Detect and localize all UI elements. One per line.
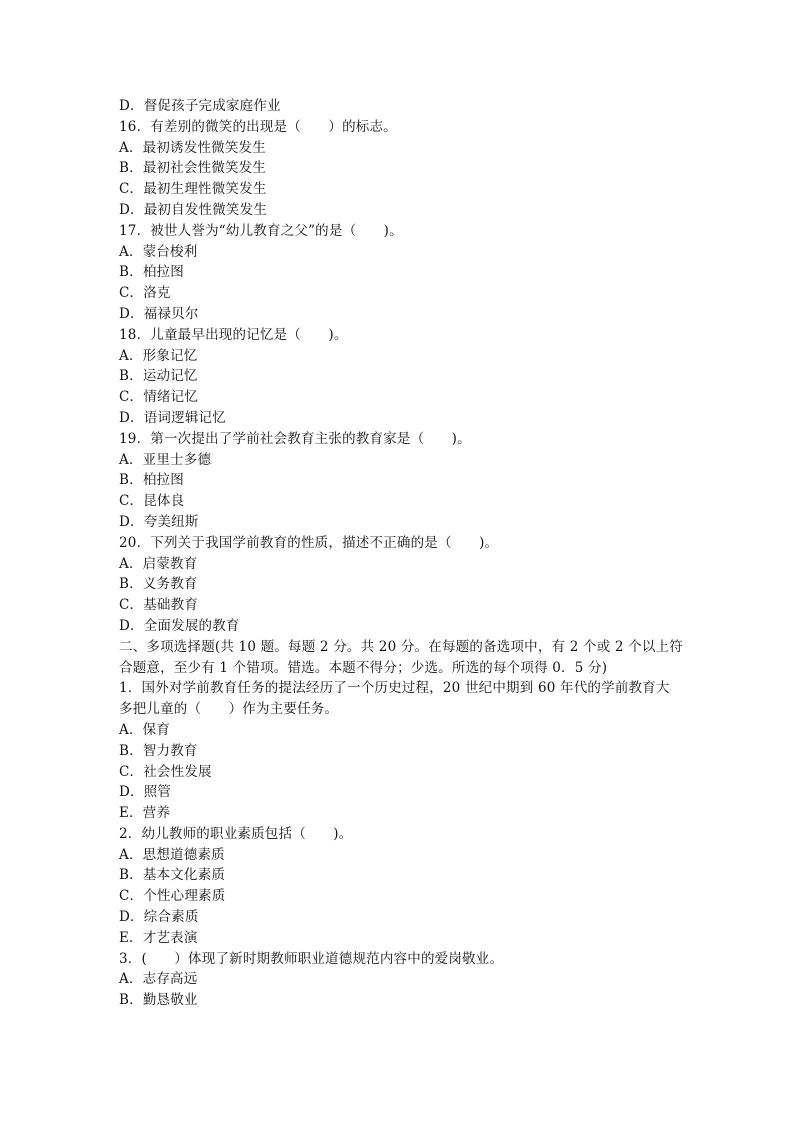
option-d: D．夸美纽斯 bbox=[119, 513, 199, 530]
option-b: B．智力教育 bbox=[119, 742, 198, 759]
option-c: C．最初生理性微笑发生 bbox=[119, 181, 267, 198]
option-b: B．基本文化素质 bbox=[119, 867, 226, 884]
option-c: C．情绪记忆 bbox=[119, 389, 199, 406]
question-1-cont: 多把儿童的（ ）作为主要任务。 bbox=[119, 701, 339, 718]
section-heading: 二、多项选择题(共 10 题。每题 2 分。共 20 分。在每题的备选项中，有 2 个或 2 个以上符 bbox=[119, 638, 684, 655]
question-16: 16．有差别的微笑的出现是（ ）的标志。 bbox=[119, 118, 397, 135]
question-1: 1．国外对学前教育任务的提法经历了一个历史过程，20 世纪中期到 60 年代的学前教育大 bbox=[119, 680, 670, 697]
option-b: B．运动记忆 bbox=[119, 368, 198, 385]
option-e: E．营养 bbox=[119, 805, 171, 822]
option-a: A．亚里士多德 bbox=[119, 451, 212, 468]
option-b: B．义务教育 bbox=[119, 576, 198, 593]
question-19: 19．第一次提出了学前社会教育主张的教育家是（ )。 bbox=[119, 430, 471, 447]
option-b: B．最初社会性微笑发生 bbox=[119, 160, 267, 177]
option-d: D．督促孩子完成家庭作业 bbox=[119, 98, 281, 114]
question-20: 20．下列关于我国学前教育的性质，描述不正确的是（ )。 bbox=[119, 534, 499, 551]
question-3: 3．( ）体现了新时期教师职业道德规范内容中的爱岗敬业。 bbox=[119, 950, 504, 967]
option-c: C．昆体良 bbox=[119, 493, 185, 510]
section-heading-cont: 合题意，至少有 1 个错项。错选。本题不得分；少选。所选的每个项得 0．5 分) bbox=[119, 659, 608, 676]
option-b: B．柏拉图 bbox=[119, 264, 184, 281]
option-d: D．语词逻辑记忆 bbox=[119, 409, 226, 426]
option-a: A．最初诱发性微笑发生 bbox=[119, 139, 266, 156]
option-c: C．基础教育 bbox=[119, 597, 199, 614]
document-page bbox=[119, 96, 684, 1011]
option-e: E．才艺表演 bbox=[119, 929, 198, 946]
question-17: 17．被世人誉为“幼儿教育之父”的是（ )。 bbox=[119, 222, 403, 239]
option-a: A．启蒙教育 bbox=[119, 555, 198, 572]
option-a: A．蒙台梭利 bbox=[119, 243, 198, 260]
option-a: A．保育 bbox=[119, 721, 171, 738]
option-a: A．形象记忆 bbox=[119, 347, 198, 364]
option-c: C．个性心理素质 bbox=[119, 888, 226, 905]
option-b: B．柏拉图 bbox=[119, 472, 184, 489]
question-2: 2．幼儿教师的职业素质包括（ )。 bbox=[119, 825, 353, 842]
option-b: B．勤恳敬业 bbox=[119, 992, 198, 1009]
option-d: D．福禄贝尔 bbox=[119, 305, 199, 322]
question-18: 18．儿童最早出现的记忆是（ )。 bbox=[119, 326, 348, 343]
option-d: D．最初自发性微笑发生 bbox=[119, 201, 268, 218]
option-a: A．志存高远 bbox=[119, 971, 198, 988]
option-a: A．思想道德素质 bbox=[119, 846, 225, 863]
option-d: D．全面发展的教育 bbox=[119, 617, 240, 634]
option-d: D．照管 bbox=[119, 784, 172, 801]
option-c: C．社会性发展 bbox=[119, 763, 212, 780]
option-c: C．洛克 bbox=[119, 285, 171, 302]
option-d: D．综合素质 bbox=[119, 909, 199, 926]
